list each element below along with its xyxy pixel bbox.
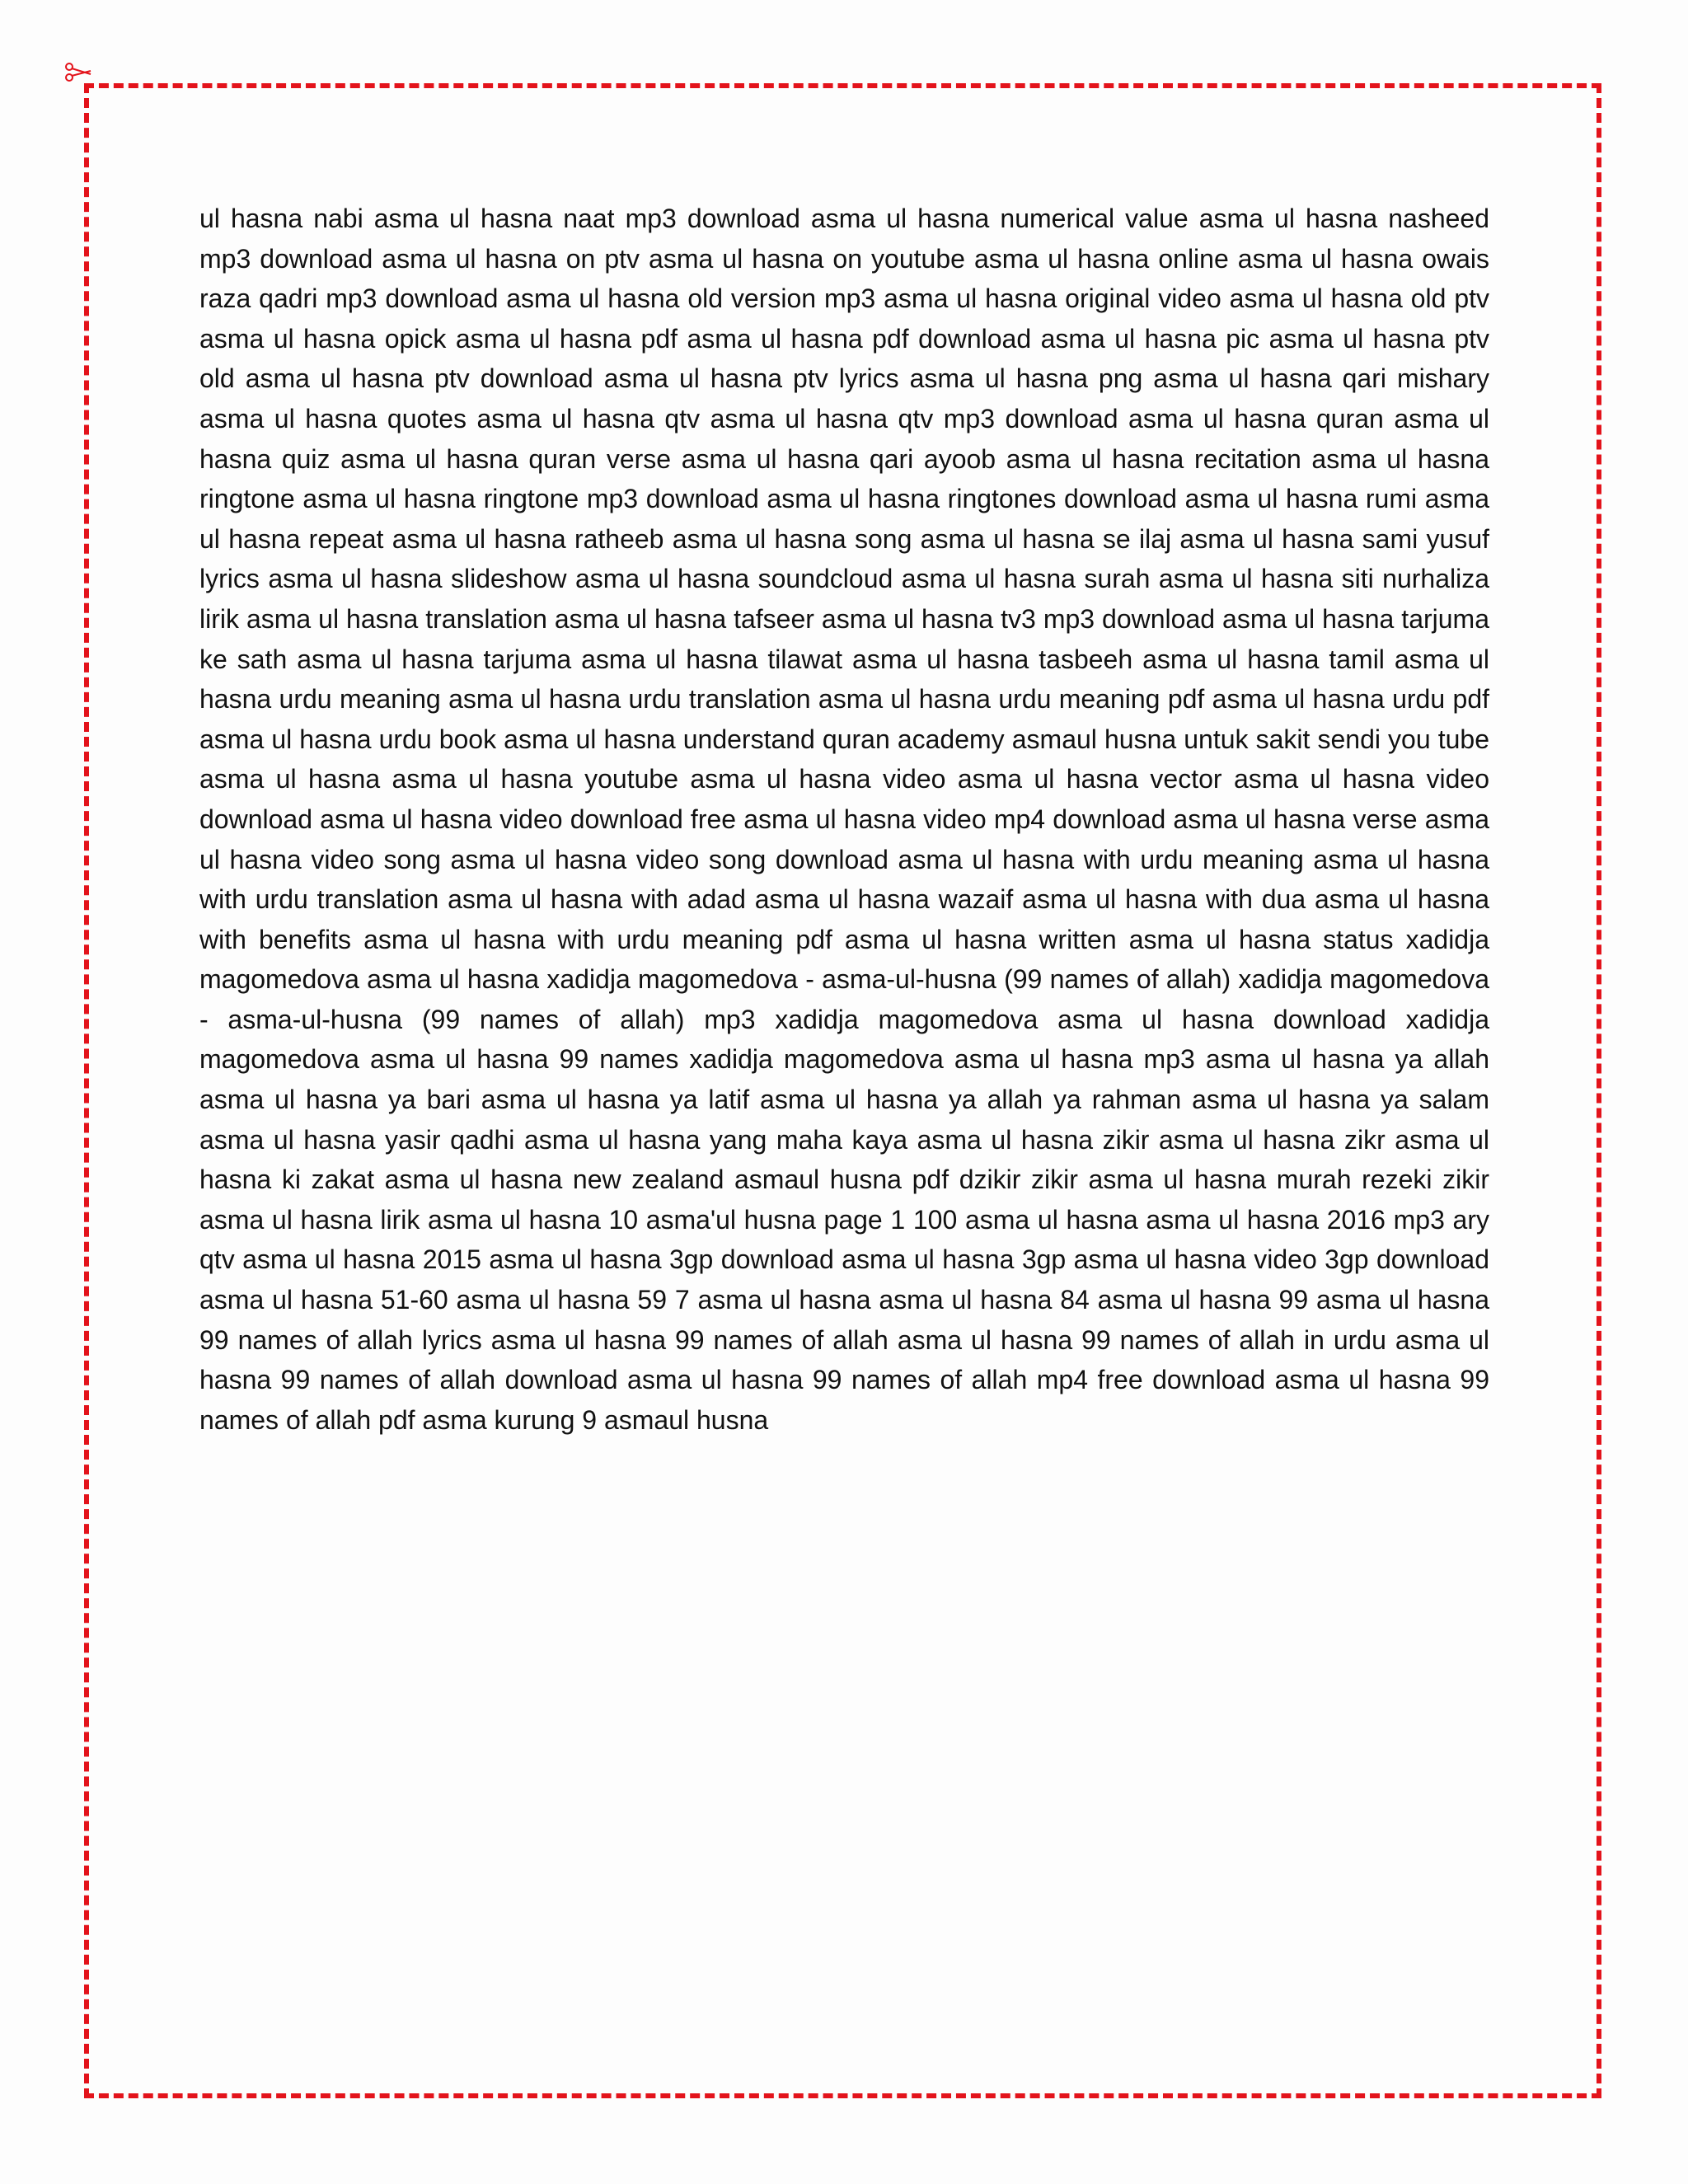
scissors-icon [63, 61, 92, 84]
keyword-paragraph: ul hasna nabi asma ul hasna naat mp3 download asma ul hasna numerical value asma ul hasna nasheed mp3 download asma ul hasna on ptv asma ul hasna on youtube asma ul hasna online asma ul hasna owais raza qadri mp3 download asma ul hasna old version mp3 asma ul hasna original video asma ul hasna old ptv asma ul hasna opick asma ul hasna pdf asma ul hasna pdf download asma ul hasna pic asma ul hasna ptv old asma ul hasna ptv download asma ul hasna ptv lyrics asma ul hasna png asma ul hasna qari mishary asma ul hasna quotes asma ul hasna qtv asma ul hasna qtv mp3 download asma ul hasna quran asma ul hasna quiz asma ul hasna quran verse asma ul hasna qari ayoob asma ul hasna recitation asma ul hasna ringtone asma ul hasna ringtone mp3 download asma ul hasna ringtones download asma ul hasna rumi asma ul hasna repeat asma ul hasna ratheeb asma ul hasna song asma ul hasna se ilaj asma ul hasna sami yusuf lyrics asma ul hasna slideshow asma ul hasna soundcloud asma ul hasna surah asma ul hasna siti nurhaliza lirik asma ul hasna translation asma ul hasna tafseer asma ul hasna tv3 mp3 download asma ul hasna tarjuma ke sath asma ul hasna tarjuma asma ul hasna tilawat asma ul hasna tasbeeh asma ul hasna tamil asma ul hasna urdu meaning asma ul hasna urdu translation asma ul hasna urdu meaning pdf asma ul hasna urdu pdf asma ul hasna urdu book asma ul hasna understand quran academy asmaul husna untuk sakit sendi you tube asma ul hasna asma ul hasna youtube asma ul hasna video asma ul hasna vector asma ul hasna video download asma ul hasna video download free asma ul hasna video mp4 download asma ul hasna verse asma ul hasna video song asma ul hasna video song download asma ul hasna with urdu meaning asma ul hasna with urdu translation asma ul hasna with adad asma ul hasna wazaif asma ul hasna with dua asma ul hasna with benefits asma ul hasna with urdu meaning pdf asma ul hasna written asma ul hasna status xadidja magomedova asma ul hasna xadidja magomedova - asma-ul-husna (99 names of allah) xadidja magomedova - asma-ul-husna (99 names of allah) mp3 xadidja magomedova asma ul hasna download xadidja magomedova asma ul hasna 99 names xadidja magomedova asma ul hasna mp3 asma ul hasna ya allah asma ul hasna ya bari asma ul hasna ya latif asma ul hasna ya allah ya rahman asma ul hasna ya salam asma ul hasna yasir qadhi asma ul hasna yang maha kaya asma ul hasna zikir asma ul hasna zikr asma ul hasna ki zakat asma ul hasna new zealand asmaul husna pdf dzikir zikir asma ul hasna murah rezeki zikir asma ul hasna lirik asma ul hasna 10 asma'ul husna page 1 100 asma ul hasna asma ul hasna 2016 mp3 ary qtv asma ul hasna 2015 asma ul hasna 3gp download asma ul hasna 3gp asma ul hasna video 3gp download asma ul hasna 51-60 asma ul hasna 59 7 asma ul hasna asma ul hasna 84 asma ul hasna 99 asma ul hasna 99 names of allah lyrics asma ul hasna 99 names of allah asma ul hasna 99 names of allah in urdu asma ul hasna 99 names of allah download asma ul hasna 99 names of allah mp4 free download asma ul hasna 99 names of allah pdf asma kurung 9 asmaul husna [199, 204, 1489, 1435]
